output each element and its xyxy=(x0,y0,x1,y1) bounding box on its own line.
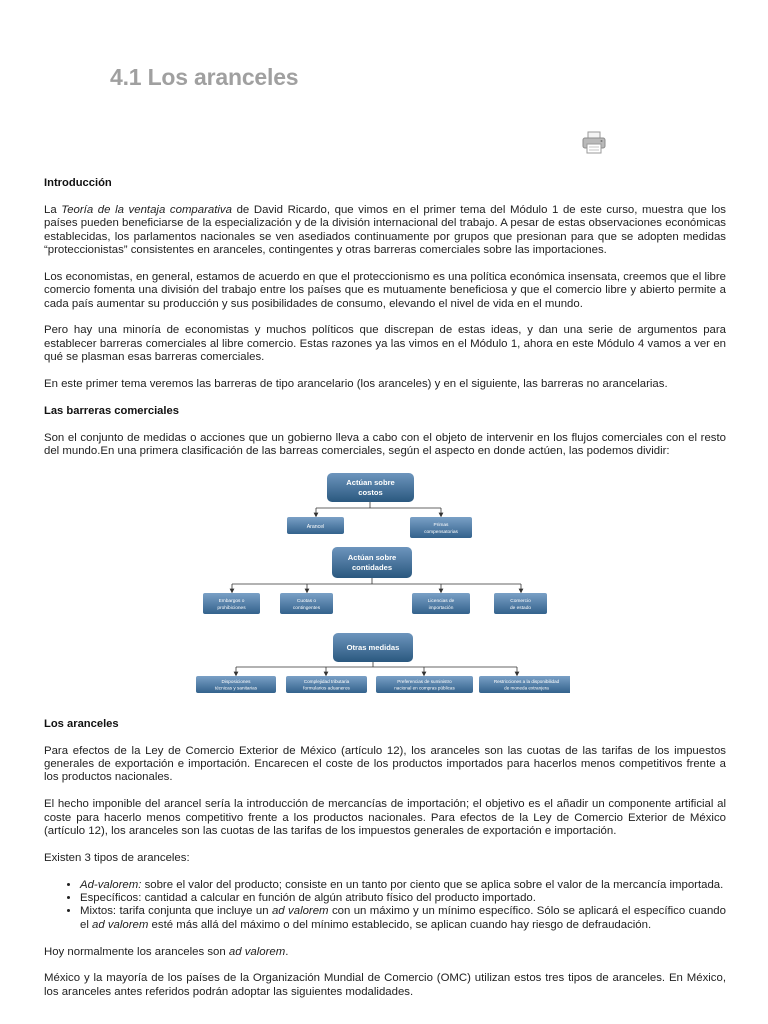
section-heading-aranceles: Los aranceles xyxy=(44,717,119,730)
diagram-node-cantidades xyxy=(332,547,412,578)
diagram-node-primas-label-1: Primas xyxy=(433,522,449,528)
diagram-node-cantidades-label-1: Actúan sobre xyxy=(347,552,397,562)
diagram-node-costos-label-2: costos xyxy=(358,487,383,497)
diagram-node-complejidad-label-1: Complejidad tributaria xyxy=(303,678,350,684)
intro-paragraph-4: En este primer tema veremos las barreras de tipo arancelario (los aranceles) y en el siguiente, las barreras no arancelarias. xyxy=(44,378,668,391)
diagram-node-otras-label: Otras medidas xyxy=(346,642,400,652)
aranceles-paragraph-5: México y la mayoría de los países de la Organización Mundial de Comercio (OMC) utilizan estos tres tipos de aranceles. En México, los aranceles antes referidos podrán adoptar las siguientes modalidades. xyxy=(44,972,726,998)
diagram-node-restricciones xyxy=(479,676,570,693)
printer-icon xyxy=(581,131,607,155)
diagram-node-preferencias xyxy=(376,676,473,693)
aranceles-paragraph-4: Hoy normalmente los aranceles son ad valorem. xyxy=(44,945,289,958)
diagram-node-licencias-label-2: importación xyxy=(428,605,454,611)
page-title: 4.1 Los aranceles xyxy=(110,64,299,90)
print-button[interactable] xyxy=(581,131,607,155)
diagram-node-preferencias-label-2: nacional en compras públicas xyxy=(394,685,455,691)
article-body xyxy=(44,177,726,1013)
diagram-node-cuotas xyxy=(280,593,333,614)
diagram-node-comercio-label-2: de estado xyxy=(509,605,532,611)
diagram-node-restricciones-label-1: Restricciones a la disponibilidad xyxy=(493,678,560,684)
diagram-node-licencias xyxy=(412,593,470,614)
diagram-node-complejidad xyxy=(286,676,367,693)
diagram-node-cantidades-label-2: contidades xyxy=(351,562,393,572)
diagram-node-embargos xyxy=(203,593,260,614)
diagram-node-costos-label-1: Actúan sobre xyxy=(346,477,395,487)
diagram-node-primas-label-2: compensatorias xyxy=(424,529,458,535)
diagram-node-arancel xyxy=(287,517,344,534)
diagram-node-disposiciones-label-1: Disposiciones xyxy=(221,678,251,684)
aranceles-paragraph-2: El hecho imponible del arancel sería la introducción de mercancías de importación; el objetivo es el añadir un componente artificial al coste para hacerlo menos competitivo frente a los productos nacionales. Para efectos de la Ley de Comercio Exterior de México (artículo 12), los aranceles son las cuotas de las tarifas de los impuestos generales de exportación e importación. xyxy=(44,798,726,838)
diagram-node-arancel-label: Arancel xyxy=(306,523,325,530)
section-heading-introduccion: Introducción xyxy=(44,177,112,189)
diagram-node-cuotas-label-1: Cuotas o xyxy=(296,598,317,604)
aranceles-paragraph-1: Para efectos de la Ley de Comercio Exterior de México (artículo 12), los aranceles son las cuotas de las tarifas de los impuestos generales de exportación e importación. Encarecen el coste de los productos importados para hacerlos menos competitivos frente a los productos nacionales. xyxy=(44,744,726,784)
diagram-node-disposiciones xyxy=(196,676,276,693)
diagram-node-costos xyxy=(327,473,414,502)
section-heading-barreras: Las barreras comerciales xyxy=(44,404,179,417)
diagram-node-complejidad-label-2: formularios aduaneros xyxy=(303,685,350,691)
diagram-node-embargos-label-2: prohibiciones xyxy=(217,605,246,611)
intro-paragraph-1: La Teoría de la ventaja comparativa de David Ricardo, que vimos en el primer tema del Módulo 1 de este curso, muestra que los países pueden beneficiarse de la especialización y de la división internacional del trabajo. A pesar de estas observaciones económicas establecidas, los parlamentos nacionales se ven asediados continuamente por grupos que presionan para que se adopten medidas “proteccionistas” consistentes en aranceles, contingentes y otras barreras comerciales sobre las importaciones. xyxy=(44,203,726,257)
intro-paragraph-2: Los economistas, en general, estamos de acuerdo en que el proteccionismo es una política económica insensata, creemos que el libre comercio fomenta una división del trabajo entre los países que es mutuamente beneficiosa y que el comercio libre y abierto permite a cada país aumentar su producción y sus posibilidades de consumo, elevando el nivel de vida en el mundo. xyxy=(44,270,726,310)
trade-barriers-diagram xyxy=(190,472,570,706)
emphasis-teoria: Teoría de la ventaja comparativa xyxy=(61,203,232,216)
barreras-paragraph-1: Son el conjunto de medidas o acciones que un gobierno lleva a cabo con el objeto de intervenir en los flujos comerciales con el resto del mundo.En una primera clasificación de las barreas comerciales, según el aspecto en donde actúen, las podemos dividir: xyxy=(44,431,726,458)
list-item-ad-valorem: • Ad-valorem: sobre el valor del producto; consiste en un tanto por ciento que se aplica sobre el valor de la mercancía importada. xyxy=(80,879,726,892)
diagram-node-restricciones-label-2: de moneda extranjera xyxy=(504,685,549,691)
aranceles-paragraph-3: Existen 3 tipos de aranceles: xyxy=(44,851,190,864)
diagram-node-disposiciones-label-2: técnicas y sanitarias xyxy=(214,685,258,691)
list-item-mixtos: • Mixtos: tarifa conjunta que incluye un ad valorem con un máximo y un mínimo específico. Sólo se aplicará el específico cuando el ad valorem esté más allá del máximo o del mínimo establecido, se aplican cuando hay riesgo de defraudación. xyxy=(80,905,726,932)
diagram-node-comercio-label-1: Comercio xyxy=(510,598,531,604)
intro-paragraph-3: Pero hay una minoría de economistas y muchos políticos que discrepan de estas ideas, y dan una serie de argumentos para establecer barreras comerciales al libre comercio. Estas razones ya las vimos en el Módulo 1, ahora en este Módulo 4 vamos a ver en qué se plasman esas barreras comerciales. xyxy=(44,324,726,364)
diagram-node-licencias-label-1: Licencias de xyxy=(427,598,455,604)
diagram-node-comercio xyxy=(494,593,547,614)
diagram-node-preferencias-label-1: Preferencias de suministro xyxy=(397,678,452,684)
diagram-node-embargos-label-1: Embargos o xyxy=(218,598,245,604)
diagram-node-primas xyxy=(410,517,472,538)
diagram-node-otras xyxy=(333,633,413,662)
diagram-node-cuotas-label-2: contingentes xyxy=(292,605,321,611)
tariff-types-list xyxy=(44,879,726,933)
list-item-especificos: • Específicos: cantidad a calcular en función de algún atributo físico del producto importado. xyxy=(80,892,726,905)
